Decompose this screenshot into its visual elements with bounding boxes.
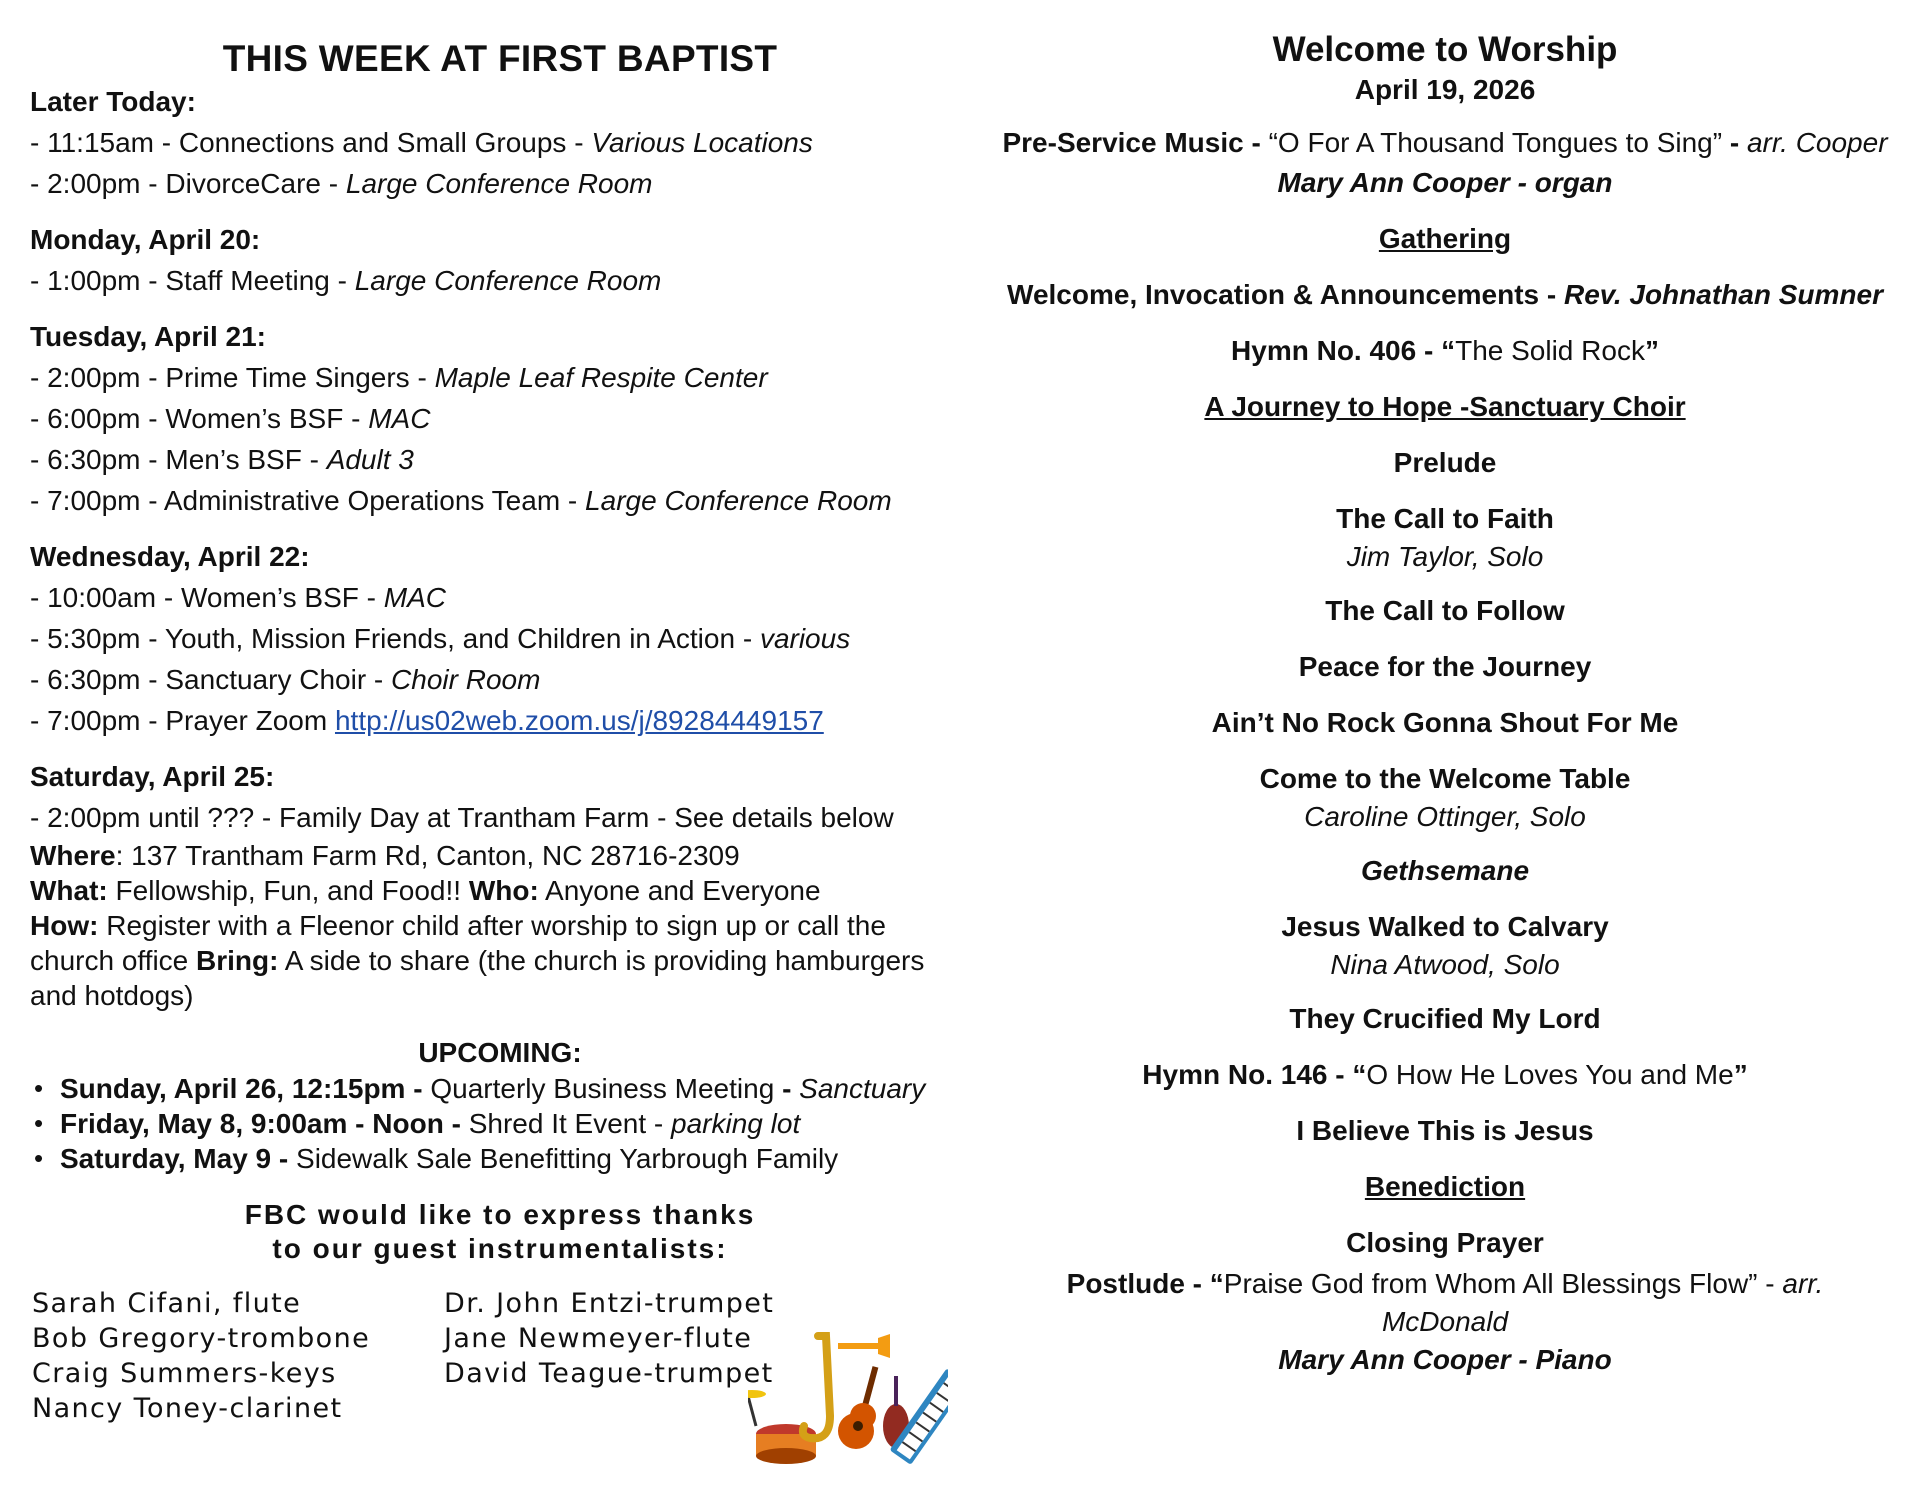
- list-item: David Teague-trumpet: [444, 1358, 774, 1389]
- saturday-heading: Saturday, April 25:: [30, 761, 275, 792]
- list-item: Craig Summers-keys: [32, 1358, 337, 1389]
- postlude: Postlude - “Praise God from Whom All Blessings Flow” - arr.: [1066, 1268, 1824, 1299]
- list-item: • Sunday, April 26, 12:15pm - Quarterly Business Meeting - Sanctuary: [60, 1071, 970, 1106]
- i-believe: I Believe This is Jesus: [1296, 1115, 1594, 1146]
- wednesday-heading: Wednesday, April 22:: [30, 541, 310, 572]
- jesus-walked: Jesus Walked to Calvary: [1281, 911, 1609, 942]
- event-line: - 6:30pm - Sanctuary Choir - Choir Room: [30, 664, 541, 695]
- players-column-a: [32, 1286, 370, 1426]
- who-label: Who:: [468, 875, 539, 906]
- upcoming-list: [30, 1071, 970, 1176]
- hymn-146: Hymn No. 146 - “O How He Loves You and Me”: [1142, 1059, 1748, 1090]
- journey-heading: A Journey to Hope -Sanctuary Choir: [1204, 391, 1686, 422]
- soloist: Nina Atwood, Solo: [1330, 949, 1560, 980]
- event-line: - 2:00pm until ??? - Family Day at Trantham Farm - See details below: [30, 802, 894, 833]
- call-to-faith: The Call to Faith: [1336, 503, 1554, 534]
- list-item: Jane Newmeyer-flute: [444, 1323, 753, 1354]
- left-column: [30, 38, 970, 1486]
- hymn-406: Hymn No. 406 - “The Solid Rock”: [1231, 335, 1659, 366]
- worship-title: Welcome to Worship: [1272, 30, 1618, 69]
- postlude-performer: Mary Ann Cooper - Piano: [1278, 1344, 1612, 1375]
- event-line: - 6:00pm - Women’s BSF - MAC: [30, 403, 431, 434]
- event-line: - 2:00pm - DivorceCare - Large Conference Room: [30, 168, 653, 199]
- worship-date: April 19, 2026: [1354, 74, 1536, 105]
- order-of-worship: [975, 28, 1915, 1380]
- soloist: Caroline Ottinger, Solo: [1304, 801, 1586, 832]
- players-column-b: [444, 1286, 774, 1391]
- event-line: - 7:00pm - Prayer Zoom http://us02web.zoom.us/j/89284449157: [30, 705, 824, 736]
- thanks-heading: FBC would like to express thanks to our guest instrumentalists:: [244, 1199, 756, 1264]
- preservice-performer: Mary Ann Cooper - organ: [1277, 167, 1613, 198]
- how-label: How:: [30, 910, 99, 941]
- call-to-follow: The Call to Follow: [1325, 595, 1565, 626]
- event-line: - 7:00pm - Administrative Operations Team - Large Conference Room: [30, 485, 892, 516]
- benediction-heading: Benediction: [1364, 1171, 1526, 1202]
- what-label: What:: [30, 875, 108, 906]
- family-day-details: Where: 137 Trantham Farm Rd, Canton, NC 28716-2309 What: Fellowship, Fun, and Food!! Who: Anyone and Everyone How: Register with a Fleenor child after worship to sign up or call the church office Bring: A side to share (the church is providing hamburgers and hotdogs): [30, 840, 925, 1011]
- instrumentalists: [30, 1286, 970, 1486]
- tuesday-heading: Tuesday, April 21:: [30, 321, 266, 352]
- upcoming-heading: UPCOMING:: [418, 1037, 582, 1068]
- gethsemane: Gethsemane: [1360, 855, 1530, 886]
- list-item: Nancy Toney-clarinet: [32, 1393, 343, 1424]
- welcome-table: Come to the Welcome Table: [1259, 763, 1631, 794]
- where-label: Where: [30, 840, 116, 871]
- list-item: Bob Gregory-trombone: [32, 1323, 371, 1354]
- crucified: They Crucified My Lord: [1289, 1003, 1601, 1034]
- monday-heading: Monday, April 20:: [30, 224, 261, 255]
- bring-label: Bring:: [196, 945, 279, 976]
- page-title: THIS WEEK AT FIRST BAPTIST: [222, 38, 778, 79]
- event-line: - 2:00pm - Prime Time Singers - Maple Leaf Respite Center: [30, 362, 768, 393]
- postlude-arranger: McDonald: [1381, 1306, 1509, 1337]
- event-line: - 6:30pm - Men’s BSF - Adult 3: [30, 444, 414, 475]
- aint-no-rock: Ain’t No Rock Gonna Shout For Me: [1211, 707, 1679, 738]
- event-line: - 10:00am - Women’s BSF - MAC: [30, 582, 446, 613]
- event-line: - 11:15am - Connections and Small Groups - Various Locations: [30, 127, 813, 158]
- preservice-music: Pre-Service Music - “O For A Thousand Tongues to Sing” - arr. Cooper: [1002, 127, 1888, 158]
- gathering-heading: Gathering: [1378, 223, 1512, 254]
- list-item: Dr. John Entzi-trumpet: [444, 1288, 775, 1319]
- welcome-line: Welcome, Invocation & Announcements - Rev. Johnathan Sumner: [1007, 279, 1883, 310]
- later-today-heading: Later Today:: [30, 86, 196, 117]
- event-line: - 1:00pm - Staff Meeting - Large Conference Room: [30, 265, 662, 296]
- event-line: - 5:30pm - Youth, Mission Friends, and Children in Action - various: [30, 623, 851, 654]
- musical-instruments-icon: [748, 1326, 948, 1466]
- peace-for-journey: Peace for the Journey: [1298, 651, 1592, 682]
- closing-prayer: Closing Prayer: [1346, 1227, 1544, 1258]
- list-item: Sarah Cifani, flute: [32, 1288, 302, 1319]
- list-item: • Friday, May 8, 9:00am - Noon - Shred It Event - parking lot: [60, 1106, 970, 1141]
- prelude: Prelude: [1393, 447, 1497, 478]
- list-item: • Saturday, May 9 - Sidewalk Sale Benefitting Yarbrough Family: [60, 1141, 970, 1176]
- soloist: Jim Taylor, Solo: [1346, 541, 1544, 572]
- zoom-link[interactable]: http://us02web.zoom.us/j/89284449157: [334, 705, 824, 736]
